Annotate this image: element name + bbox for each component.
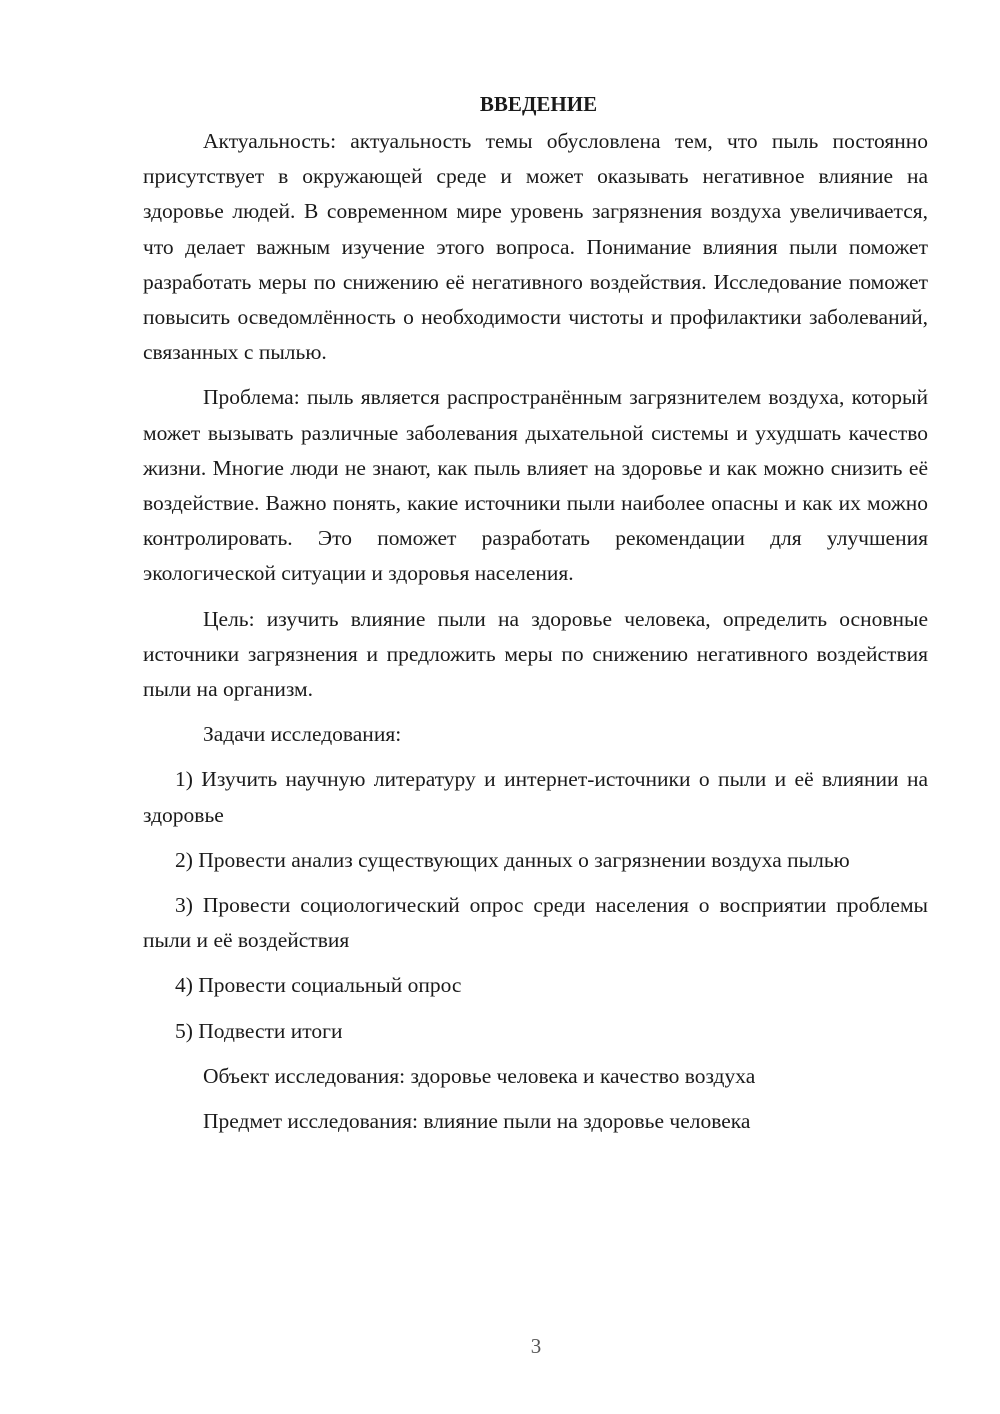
research-subject: Предмет исследования: влияние пыли на здоровье человека (203, 1109, 751, 1134)
research-object: Объект исследования: здоровье человека и качество воздуха (203, 1063, 756, 1088)
task-item-2: 2) Провести анализ существующих данных о загрязнении воздуха пылью (175, 847, 850, 872)
goal-paragraph: Цель: изучить влияние пыли на здоровье человека, определить основные источники загрязнения и предложить меры по снижению негативного воздействия пыли на организм. (143, 606, 928, 702)
relevance-paragraph: Актуальность: актуальность темы обусловлена тем, что пыль постоянно присутствует в окружающей среде и может оказывать негативное влияние на здоровье людей. В современном мире уровень загрязнения воздуха увеличивается, что делает важным изучение этого вопроса. Понимание влияния пыли поможет разработать меры по снижению её негативного воздействия. Исследование поможет повысить осведомлённость о необходимости чистоты и профилактики заболеваний, связанных с пылью. (143, 129, 928, 365)
document-page (143, 90, 928, 1139)
task-item-5: 5) Подвести итоги (175, 1018, 343, 1043)
problem-paragraph: Проблема: пыль является распространённым загрязнителем воздуха, который может вызывать различные заболевания дыхательной системы и ухудшать качество жизни. Многие люди не знают, как пыль влияет на здоровье и как можно снизить её воздействие. Важно понять, какие источники пыли наиболее опасны и как их можно контролировать. Это поможет разработать рекомендации для улучшения экологической ситуации и здоровья населения. (143, 385, 928, 586)
task-item-1: 1) Изучить научную литературу и интернет-источники о пыли и её влиянии на здоровье (143, 767, 928, 827)
page-title: ВВЕДЕНИЕ (479, 92, 598, 116)
tasks-heading: Задачи исследования: (203, 722, 402, 747)
task-item-4: 4) Провести социальный опрос (175, 973, 462, 998)
page-number: 3 (530, 1334, 542, 1358)
task-item-3: 3) Провести социологический опрос среди населения о восприятии проблемы пыли и её воздействия (143, 893, 928, 953)
